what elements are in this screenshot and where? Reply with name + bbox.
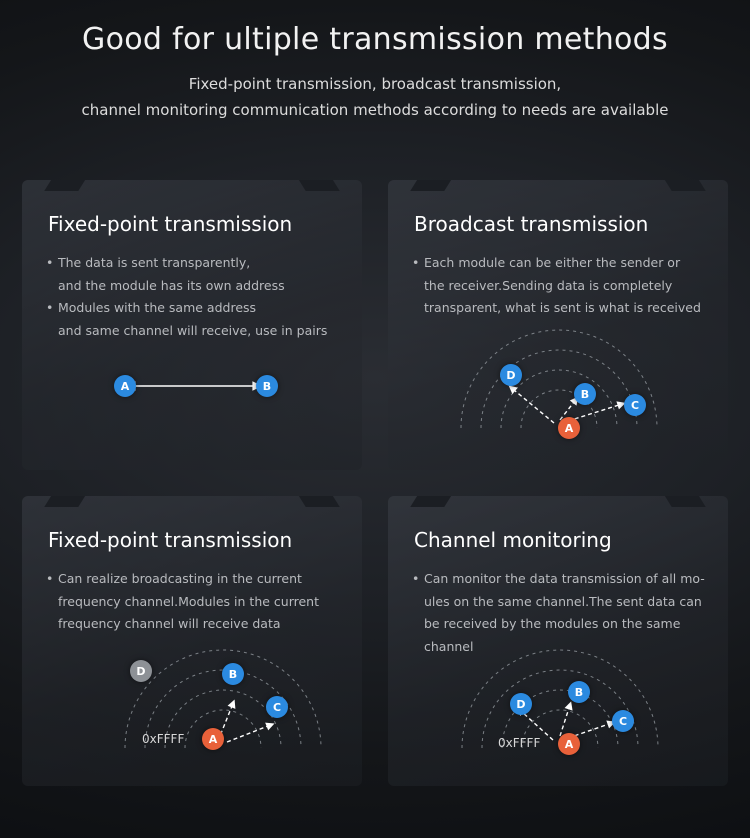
card-broadcast-transmission[interactable] (388, 180, 728, 470)
node-b[interactable]: B (256, 375, 278, 397)
bullet-line: Each module can be either the sender or (424, 255, 681, 270)
card-bullet-list (44, 568, 362, 636)
diagram-channel-monitoring (388, 636, 728, 786)
node-a[interactable]: A (114, 375, 136, 397)
corner-notch-top-right (298, 496, 339, 507)
node-a[interactable]: A (558, 733, 580, 755)
page-title: Good for ultiple transmission methods (82, 22, 668, 57)
node-d[interactable]: D (510, 693, 532, 715)
diagram-fixed-point-2 (22, 636, 362, 786)
list-item (44, 568, 362, 636)
page-header (0, 0, 750, 123)
diagram-fixed-point-1 (22, 320, 362, 470)
card-title: Channel monitoring (414, 528, 612, 552)
card-fixed-point-transmission-2[interactable] (22, 496, 362, 786)
diagram-svg (388, 636, 728, 786)
address-label: 0xFFFF (142, 732, 185, 746)
cards-grid (22, 180, 728, 786)
card-title: Fixed-point transmission (48, 212, 293, 236)
bullet-line: the receiver.Sending data is completely (424, 277, 673, 293)
bullet-line: ules on the same channel.The sent data can (424, 593, 702, 609)
corner-notch-top-right (664, 180, 705, 191)
corner-notch-top-left (410, 496, 451, 507)
diagram-svg (22, 636, 362, 786)
subtitle-line-2: channel monitoring communication methods according to needs are available (81, 100, 669, 119)
bullet-line: and same channel will receive, use in pairs (58, 322, 328, 338)
corner-notch-top-left (44, 496, 85, 507)
bullet-line: be received by the modules on the same channel (424, 616, 681, 654)
card-fixed-point-transmission-1[interactable] (22, 180, 362, 470)
bullet-line: Can realize broadcasting in the current (58, 571, 302, 586)
node-a[interactable]: A (558, 417, 580, 439)
subtitle-line-1: Fixed-point transmission, broadcast transmission, (188, 75, 562, 93)
bullet-line: frequency channel will receive data (58, 616, 281, 631)
corner-notch-top-left (410, 180, 451, 191)
transmission-arrows (218, 706, 268, 742)
node-c[interactable]: C (266, 696, 288, 718)
node-c[interactable]: C (624, 394, 646, 416)
radio-wave-rings (462, 650, 658, 748)
node-d[interactable]: D (130, 660, 152, 682)
bullet-line: and the module has its own address (58, 277, 285, 293)
diagram-svg (22, 320, 362, 470)
page-subtitle (0, 72, 750, 123)
diagram-broadcast (388, 320, 728, 470)
node-c[interactable]: C (612, 710, 634, 732)
address-label: 0xFFFF (498, 736, 541, 750)
corner-notch-top-right (664, 496, 705, 507)
node-d[interactable]: D (500, 364, 522, 386)
card-title: Fixed-point transmission (48, 528, 293, 552)
list-item (44, 252, 362, 297)
list-item (410, 252, 728, 320)
node-b[interactable]: B (574, 383, 596, 405)
card-title: Broadcast transmission (414, 212, 649, 236)
node-b[interactable]: B (222, 663, 244, 685)
diagram-svg (388, 320, 728, 470)
bullet-line: transparent, what is sent is what is received (424, 300, 701, 315)
node-a[interactable]: A (202, 728, 224, 750)
card-bullet-list (410, 252, 728, 320)
card-channel-monitoring[interactable] (388, 496, 728, 786)
node-b[interactable]: B (568, 681, 590, 703)
bullet-line: The data is sent transparently, (58, 255, 251, 270)
bullet-line: frequency channel.Modules in the current (58, 593, 319, 609)
bullet-line: Can monitor the data transmission of all mo- (424, 571, 705, 586)
corner-notch-top-right (298, 180, 339, 191)
bullet-line: Modules with the same address (58, 300, 257, 315)
corner-notch-top-left (44, 180, 85, 191)
